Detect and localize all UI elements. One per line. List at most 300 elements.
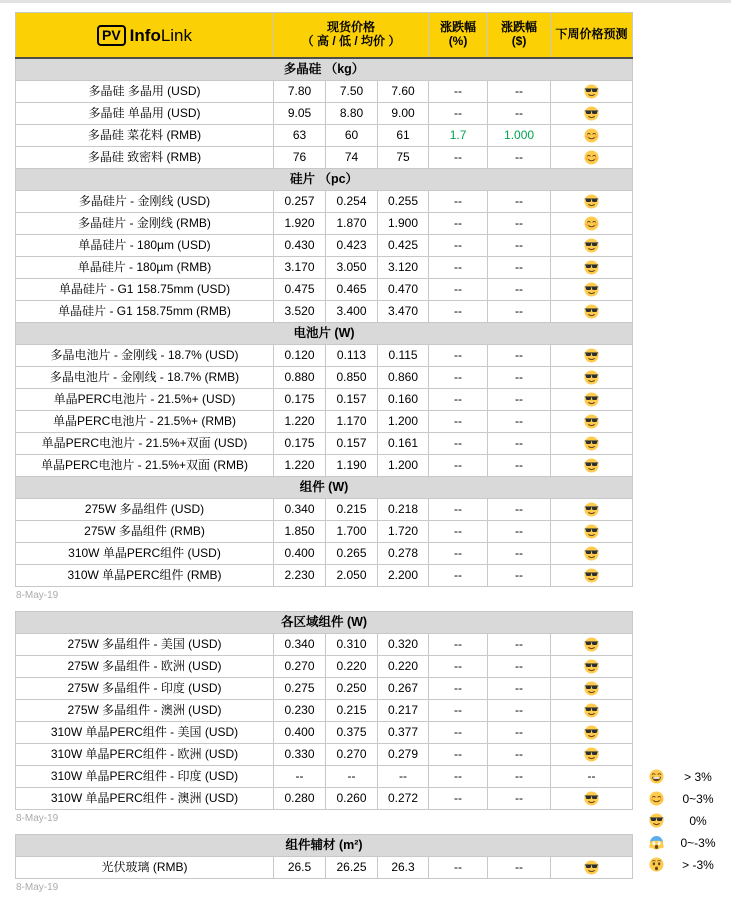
avg-price-cell: 0.255 xyxy=(378,191,429,213)
logo-text-info: Info xyxy=(129,25,161,45)
sunglasses-emoji-icon xyxy=(584,370,599,384)
high-price-cell: 3.520 xyxy=(274,301,326,323)
product-name-cell: 多晶硅 多晶用 (USD) xyxy=(16,81,274,103)
low-price-cell: 1.190 xyxy=(326,455,378,477)
spot-price-title: 现货价格 xyxy=(327,20,376,35)
table-row xyxy=(16,257,633,279)
spot-price-subtitle: （ 高 / 低 / 均价 ） xyxy=(301,34,401,48)
sunglasses-emoji-icon xyxy=(584,106,599,120)
avg-price-cell: 0.160 xyxy=(378,389,429,411)
section-header-row xyxy=(16,323,633,345)
high-price-cell: -- xyxy=(274,766,326,788)
high-price-cell: 1.220 xyxy=(274,455,326,477)
change-pct-cell: -- xyxy=(429,788,488,810)
table-row xyxy=(16,656,633,678)
sunglasses-emoji-icon xyxy=(584,747,599,761)
section-header-row xyxy=(16,58,633,81)
avg-price-cell: 0.217 xyxy=(378,700,429,722)
change-pct-cell: 1.7 xyxy=(429,125,488,147)
high-price-cell: 3.170 xyxy=(274,257,326,279)
high-price-cell: 0.880 xyxy=(274,367,326,389)
low-price-cell: 0.215 xyxy=(326,499,378,521)
high-price-cell: 63 xyxy=(274,125,326,147)
table-row xyxy=(16,235,633,257)
legend-label: > 3% xyxy=(684,770,712,784)
table-row xyxy=(16,147,633,169)
sunglasses-emoji-icon xyxy=(584,436,599,450)
change-usd-header xyxy=(488,13,551,59)
report-date: 8-May-19 xyxy=(16,590,59,601)
forecast-cell xyxy=(551,257,633,279)
low-price-cell: 0.270 xyxy=(326,744,378,766)
sunglasses-emoji-icon xyxy=(584,238,599,252)
table-row xyxy=(16,191,633,213)
forecast-cell xyxy=(551,634,633,656)
low-price-cell: 0.465 xyxy=(326,279,378,301)
change-pct-cell: -- xyxy=(429,744,488,766)
change-usd-title: 涨跌幅 xyxy=(501,20,538,35)
product-name-cell: 310W 单晶PERC组件 - 印度 (USD) xyxy=(16,766,274,788)
low-price-cell: 2.050 xyxy=(326,565,378,587)
sunglasses-emoji-icon xyxy=(584,725,599,739)
price-table xyxy=(15,611,633,810)
sunglasses-emoji-icon xyxy=(584,703,599,717)
avg-price-cell: 61 xyxy=(378,125,429,147)
forecast-cell xyxy=(551,301,633,323)
legend-item xyxy=(649,810,729,832)
forecast-cell xyxy=(551,81,633,103)
high-price-cell: 0.275 xyxy=(274,678,326,700)
table-row xyxy=(16,744,633,766)
avg-price-cell: 0.425 xyxy=(378,235,429,257)
table-row xyxy=(16,788,633,810)
price-table xyxy=(15,834,633,879)
legend-item xyxy=(649,854,729,876)
table-row xyxy=(16,700,633,722)
product-name-cell: 多晶电池片 - 金刚线 - 18.7% (RMB) xyxy=(16,367,274,389)
change-usd-cell: -- xyxy=(488,433,551,455)
table-row xyxy=(16,634,633,656)
change-usd-cell: -- xyxy=(488,389,551,411)
legend-item xyxy=(649,788,729,810)
change-usd-cell: -- xyxy=(488,766,551,788)
low-price-cell: 26.25 xyxy=(326,857,378,879)
forecast-cell xyxy=(551,345,633,367)
sunglasses-emoji-icon xyxy=(584,860,599,874)
sunglasses-emoji-icon xyxy=(584,659,599,673)
change-usd-cell: -- xyxy=(488,656,551,678)
change-pct-cell: -- xyxy=(429,191,488,213)
product-name-cell: 310W 单晶PERC组件 - 澳洲 (USD) xyxy=(16,788,274,810)
product-name-cell: 单晶PERC电池片 - 21.5%+ (USD) xyxy=(16,389,274,411)
change-usd-cell: -- xyxy=(488,301,551,323)
pv-infolink-logo xyxy=(97,25,192,46)
high-price-cell: 0.475 xyxy=(274,279,326,301)
low-price-cell: 1.170 xyxy=(326,411,378,433)
change-pct-cell: -- xyxy=(429,367,488,389)
top-divider xyxy=(0,0,731,3)
avg-price-cell: 0.377 xyxy=(378,722,429,744)
low-price-cell: 0.254 xyxy=(326,191,378,213)
change-pct-cell: -- xyxy=(429,499,488,521)
avg-price-cell: 26.3 xyxy=(378,857,429,879)
high-price-cell: 0.430 xyxy=(274,235,326,257)
fear-emoji-icon xyxy=(649,834,664,852)
high-price-cell: 2.230 xyxy=(274,565,326,587)
sunglasses-emoji-icon xyxy=(584,502,599,516)
product-name-cell: 多晶硅 单晶用 (USD) xyxy=(16,103,274,125)
product-name-cell: 单晶PERC电池片 - 21.5%+ (RMB) xyxy=(16,411,274,433)
high-price-cell: 7.80 xyxy=(274,81,326,103)
avg-price-cell: 1.900 xyxy=(378,213,429,235)
change-pct-cell: -- xyxy=(429,345,488,367)
avg-price-cell: 3.470 xyxy=(378,301,429,323)
sunglasses-emoji-icon xyxy=(584,282,599,296)
product-name-cell: 单晶硅片 - G1 158.75mm (RMB) xyxy=(16,301,274,323)
sunglasses-emoji-icon xyxy=(584,524,599,538)
avg-price-cell: -- xyxy=(378,766,429,788)
forecast-cell xyxy=(551,103,633,125)
high-price-cell: 1.220 xyxy=(274,411,326,433)
forecast-cell xyxy=(551,499,633,521)
avg-price-cell: 9.00 xyxy=(378,103,429,125)
high-price-cell: 0.120 xyxy=(274,345,326,367)
change-usd-cell: -- xyxy=(488,147,551,169)
high-price-cell: 0.175 xyxy=(274,389,326,411)
low-price-cell: 0.260 xyxy=(326,788,378,810)
low-price-cell: 74 xyxy=(326,147,378,169)
low-price-cell: 0.113 xyxy=(326,345,378,367)
change-pct-cell: -- xyxy=(429,700,488,722)
high-price-cell: 0.270 xyxy=(274,656,326,678)
change-usd-cell: -- xyxy=(488,700,551,722)
table-row xyxy=(16,279,633,301)
sunglasses-emoji-icon xyxy=(584,260,599,274)
change-pct-cell: -- xyxy=(429,103,488,125)
high-price-cell: 0.280 xyxy=(274,788,326,810)
avg-price-cell: 2.200 xyxy=(378,565,429,587)
grin-emoji-icon xyxy=(649,768,664,786)
sunglasses-emoji-icon xyxy=(584,194,599,208)
spot-price-header xyxy=(274,13,429,59)
change-pct-cell: -- xyxy=(429,301,488,323)
forecast-cell xyxy=(551,433,633,455)
high-price-cell: 9.05 xyxy=(274,103,326,125)
change-pct-cell: -- xyxy=(429,722,488,744)
table-row xyxy=(16,103,633,125)
change-usd-cell: -- xyxy=(488,499,551,521)
table-row xyxy=(16,521,633,543)
high-price-cell: 0.400 xyxy=(274,543,326,565)
table-row xyxy=(16,301,633,323)
change-pct-cell: -- xyxy=(429,656,488,678)
low-price-cell: 8.80 xyxy=(326,103,378,125)
product-name-cell: 275W 多晶组件 (RMB) xyxy=(16,521,274,543)
avg-price-cell: 0.115 xyxy=(378,345,429,367)
change-pct-cell: -- xyxy=(429,455,488,477)
high-price-cell: 1.850 xyxy=(274,521,326,543)
table-header-row xyxy=(16,13,633,59)
high-price-cell: 26.5 xyxy=(274,857,326,879)
change-usd-cell: -- xyxy=(488,857,551,879)
change-pct-cell: -- xyxy=(429,411,488,433)
forecast-cell xyxy=(551,367,633,389)
pv-logo-mark: PV xyxy=(97,25,126,46)
forecast-cell xyxy=(551,191,633,213)
change-pct-cell: -- xyxy=(429,857,488,879)
product-name-cell: 310W 单晶PERC组件 - 欧洲 (USD) xyxy=(16,744,274,766)
avg-price-cell: 1.720 xyxy=(378,521,429,543)
low-price-cell: 0.310 xyxy=(326,634,378,656)
low-price-cell: 7.50 xyxy=(326,81,378,103)
product-name-cell: 275W 多晶组件 - 印度 (USD) xyxy=(16,678,274,700)
change-usd-cell: -- xyxy=(488,367,551,389)
smile-emoji-icon xyxy=(584,150,599,164)
product-name-cell: 单晶PERC电池片 - 21.5%+双面 (USD) xyxy=(16,433,274,455)
forecast-cell xyxy=(551,411,633,433)
change-usd-cell: -- xyxy=(488,257,551,279)
change-usd-cell: -- xyxy=(488,345,551,367)
forecast-cell xyxy=(551,744,633,766)
avg-price-cell: 0.161 xyxy=(378,433,429,455)
sunglasses-emoji-icon xyxy=(584,546,599,560)
change-usd-cell: -- xyxy=(488,213,551,235)
section-header-row xyxy=(16,835,633,857)
legend-label: 0% xyxy=(689,814,707,828)
change-pct-cell: -- xyxy=(429,521,488,543)
avg-price-cell: 0.267 xyxy=(378,678,429,700)
avg-price-cell: 1.200 xyxy=(378,411,429,433)
change-pct-cell: -- xyxy=(429,147,488,169)
section-title: 各区域组件 (W) xyxy=(16,612,633,634)
change-usd-cell: -- xyxy=(488,521,551,543)
table-row xyxy=(16,543,633,565)
change-usd-cell: -- xyxy=(488,565,551,587)
forecast-cell xyxy=(551,125,633,147)
change-usd-cell: -- xyxy=(488,411,551,433)
change-usd-cell: -- xyxy=(488,235,551,257)
section-title: 组件 (W) xyxy=(16,477,633,499)
high-price-cell: 0.330 xyxy=(274,744,326,766)
table-row xyxy=(16,125,633,147)
change-pct-cell: -- xyxy=(429,565,488,587)
section-title: 电池片 (W) xyxy=(16,323,633,345)
change-usd-cell: -- xyxy=(488,81,551,103)
table-row xyxy=(16,722,633,744)
section-header-row xyxy=(16,612,633,634)
avg-price-cell: 75 xyxy=(378,147,429,169)
low-price-cell: 0.157 xyxy=(326,433,378,455)
price-table xyxy=(15,12,633,587)
smile-emoji-icon xyxy=(584,216,599,230)
sunglasses-emoji-icon xyxy=(584,458,599,472)
product-name-cell: 多晶硅 致密料 (RMB) xyxy=(16,147,274,169)
change-pct-unit: (%) xyxy=(448,34,468,48)
product-name-cell: 275W 多晶组件 - 澳洲 (USD) xyxy=(16,700,274,722)
section-header-row xyxy=(16,169,633,191)
low-price-cell: 3.050 xyxy=(326,257,378,279)
product-name-cell: 光伏玻璃 (RMB) xyxy=(16,857,274,879)
sunglasses-emoji-icon xyxy=(584,568,599,582)
section-header-row xyxy=(16,477,633,499)
forecast-cell xyxy=(551,788,633,810)
sunglasses-emoji-icon xyxy=(584,681,599,695)
table-row xyxy=(16,766,633,788)
forecast-cell xyxy=(551,213,633,235)
forecast-cell xyxy=(551,235,633,257)
forecast-cell xyxy=(551,678,633,700)
forecast-cell xyxy=(551,279,633,301)
change-pct-cell: -- xyxy=(429,279,488,301)
table-row xyxy=(16,455,633,477)
avg-price-cell: 3.120 xyxy=(378,257,429,279)
section-title: 硅片 （pc） xyxy=(16,169,633,191)
table-row xyxy=(16,213,633,235)
change-usd-cell: -- xyxy=(488,788,551,810)
product-name-cell: 单晶硅片 - 180µm (RMB) xyxy=(16,257,274,279)
report-date: 8-May-19 xyxy=(16,813,59,824)
change-usd-cell: -- xyxy=(488,722,551,744)
product-name-cell: 310W 单晶PERC组件 (USD) xyxy=(16,543,274,565)
sunglasses-emoji-icon xyxy=(584,304,599,318)
forecast-cell xyxy=(551,857,633,879)
change-pct-header xyxy=(429,13,488,59)
forecast-cell xyxy=(551,700,633,722)
avg-price-cell: 0.320 xyxy=(378,634,429,656)
logo-cell xyxy=(16,13,274,59)
legend-item xyxy=(649,766,729,788)
product-name-cell: 多晶硅片 - 金刚线 (USD) xyxy=(16,191,274,213)
table-row xyxy=(16,565,633,587)
price-tables-container xyxy=(15,12,632,903)
legend-label: 0~3% xyxy=(682,792,714,806)
forecast-cell: -- xyxy=(551,766,633,788)
high-price-cell: 0.257 xyxy=(274,191,326,213)
forecast-cell xyxy=(551,543,633,565)
low-price-cell: 0.157 xyxy=(326,389,378,411)
change-pct-cell: -- xyxy=(429,543,488,565)
low-price-cell: 0.375 xyxy=(326,722,378,744)
product-name-cell: 多晶电池片 - 金刚线 - 18.7% (USD) xyxy=(16,345,274,367)
change-pct-cell: -- xyxy=(429,634,488,656)
product-name-cell: 多晶硅片 - 金刚线 (RMB) xyxy=(16,213,274,235)
change-pct-cell: -- xyxy=(429,235,488,257)
smile-emoji-icon xyxy=(649,790,664,808)
change-usd-cell: -- xyxy=(488,543,551,565)
low-price-cell: 0.215 xyxy=(326,700,378,722)
table-row xyxy=(16,411,633,433)
change-usd-cell: -- xyxy=(488,678,551,700)
sunglasses-emoji-icon xyxy=(584,791,599,805)
sunglasses-emoji-icon xyxy=(584,348,599,362)
change-usd-cell: -- xyxy=(488,455,551,477)
change-pct-cell: -- xyxy=(429,766,488,788)
low-price-cell: 0.250 xyxy=(326,678,378,700)
avg-price-cell: 0.279 xyxy=(378,744,429,766)
forecast-cell xyxy=(551,565,633,587)
low-price-cell: 1.870 xyxy=(326,213,378,235)
forecast-cell xyxy=(551,147,633,169)
low-price-cell: 0.220 xyxy=(326,656,378,678)
section-title: 多晶硅 （kg） xyxy=(16,58,633,81)
high-price-cell: 0.175 xyxy=(274,433,326,455)
change-pct-cell: -- xyxy=(429,389,488,411)
legend-label: > -3% xyxy=(682,858,714,872)
table-row xyxy=(16,433,633,455)
low-price-cell: 60 xyxy=(326,125,378,147)
product-name-cell: 单晶硅片 - G1 158.75mm (USD) xyxy=(16,279,274,301)
forecast-cell xyxy=(551,722,633,744)
table-row xyxy=(16,367,633,389)
change-pct-cell: -- xyxy=(429,213,488,235)
product-name-cell: 单晶PERC电池片 - 21.5%+双面 (RMB) xyxy=(16,455,274,477)
sunglasses-emoji-icon xyxy=(584,637,599,651)
product-name-cell: 275W 多晶组件 - 欧洲 (USD) xyxy=(16,656,274,678)
change-pct-cell: -- xyxy=(429,678,488,700)
forecast-legend xyxy=(649,766,729,876)
low-price-cell: 3.400 xyxy=(326,301,378,323)
legend-label: 0~-3% xyxy=(680,836,716,850)
low-price-cell: 0.423 xyxy=(326,235,378,257)
sunglasses-emoji-icon xyxy=(649,812,664,830)
table-row xyxy=(16,345,633,367)
avg-price-cell: 0.278 xyxy=(378,543,429,565)
change-pct-cell: -- xyxy=(429,433,488,455)
high-price-cell: 0.340 xyxy=(274,499,326,521)
high-price-cell: 0.400 xyxy=(274,722,326,744)
avg-price-cell: 0.218 xyxy=(378,499,429,521)
smile-emoji-icon xyxy=(584,128,599,142)
table-row xyxy=(16,857,633,879)
table-row xyxy=(16,499,633,521)
low-price-cell: 0.850 xyxy=(326,367,378,389)
table-row xyxy=(16,389,633,411)
low-price-cell: -- xyxy=(326,766,378,788)
change-usd-cell: 1.000 xyxy=(488,125,551,147)
sunglasses-emoji-icon xyxy=(584,84,599,98)
product-name-cell: 275W 多晶组件 (USD) xyxy=(16,499,274,521)
logo-text-link: Link xyxy=(160,25,193,45)
low-price-cell: 0.265 xyxy=(326,543,378,565)
avg-price-cell: 0.470 xyxy=(378,279,429,301)
change-usd-unit: ($) xyxy=(511,34,527,48)
product-name-cell: 多晶硅 菜花料 (RMB) xyxy=(16,125,274,147)
low-price-cell: 1.700 xyxy=(326,521,378,543)
sunglasses-emoji-icon xyxy=(584,392,599,406)
change-pct-title: 涨跌幅 xyxy=(440,20,477,35)
change-usd-cell: -- xyxy=(488,191,551,213)
product-name-cell: 275W 多晶组件 - 美国 (USD) xyxy=(16,634,274,656)
forecast-cell xyxy=(551,656,633,678)
report-date: 8-May-19 xyxy=(16,882,59,893)
product-name-cell: 310W 单晶PERC组件 - 美国 (USD) xyxy=(16,722,274,744)
avg-price-cell: 0.272 xyxy=(378,788,429,810)
change-usd-cell: -- xyxy=(488,279,551,301)
forecast-cell xyxy=(551,521,633,543)
high-price-cell: 0.230 xyxy=(274,700,326,722)
sunglasses-emoji-icon xyxy=(584,414,599,428)
legend-item xyxy=(649,832,729,854)
table-row xyxy=(16,678,633,700)
product-name-cell: 单晶硅片 - 180µm (USD) xyxy=(16,235,274,257)
forecast-header: 下周价格预测 xyxy=(551,13,633,59)
section-title: 组件辅材 (m²) xyxy=(16,835,633,857)
forecast-cell xyxy=(551,389,633,411)
high-price-cell: 1.920 xyxy=(274,213,326,235)
change-pct-cell: -- xyxy=(429,257,488,279)
change-pct-cell: -- xyxy=(429,81,488,103)
high-price-cell: 0.340 xyxy=(274,634,326,656)
